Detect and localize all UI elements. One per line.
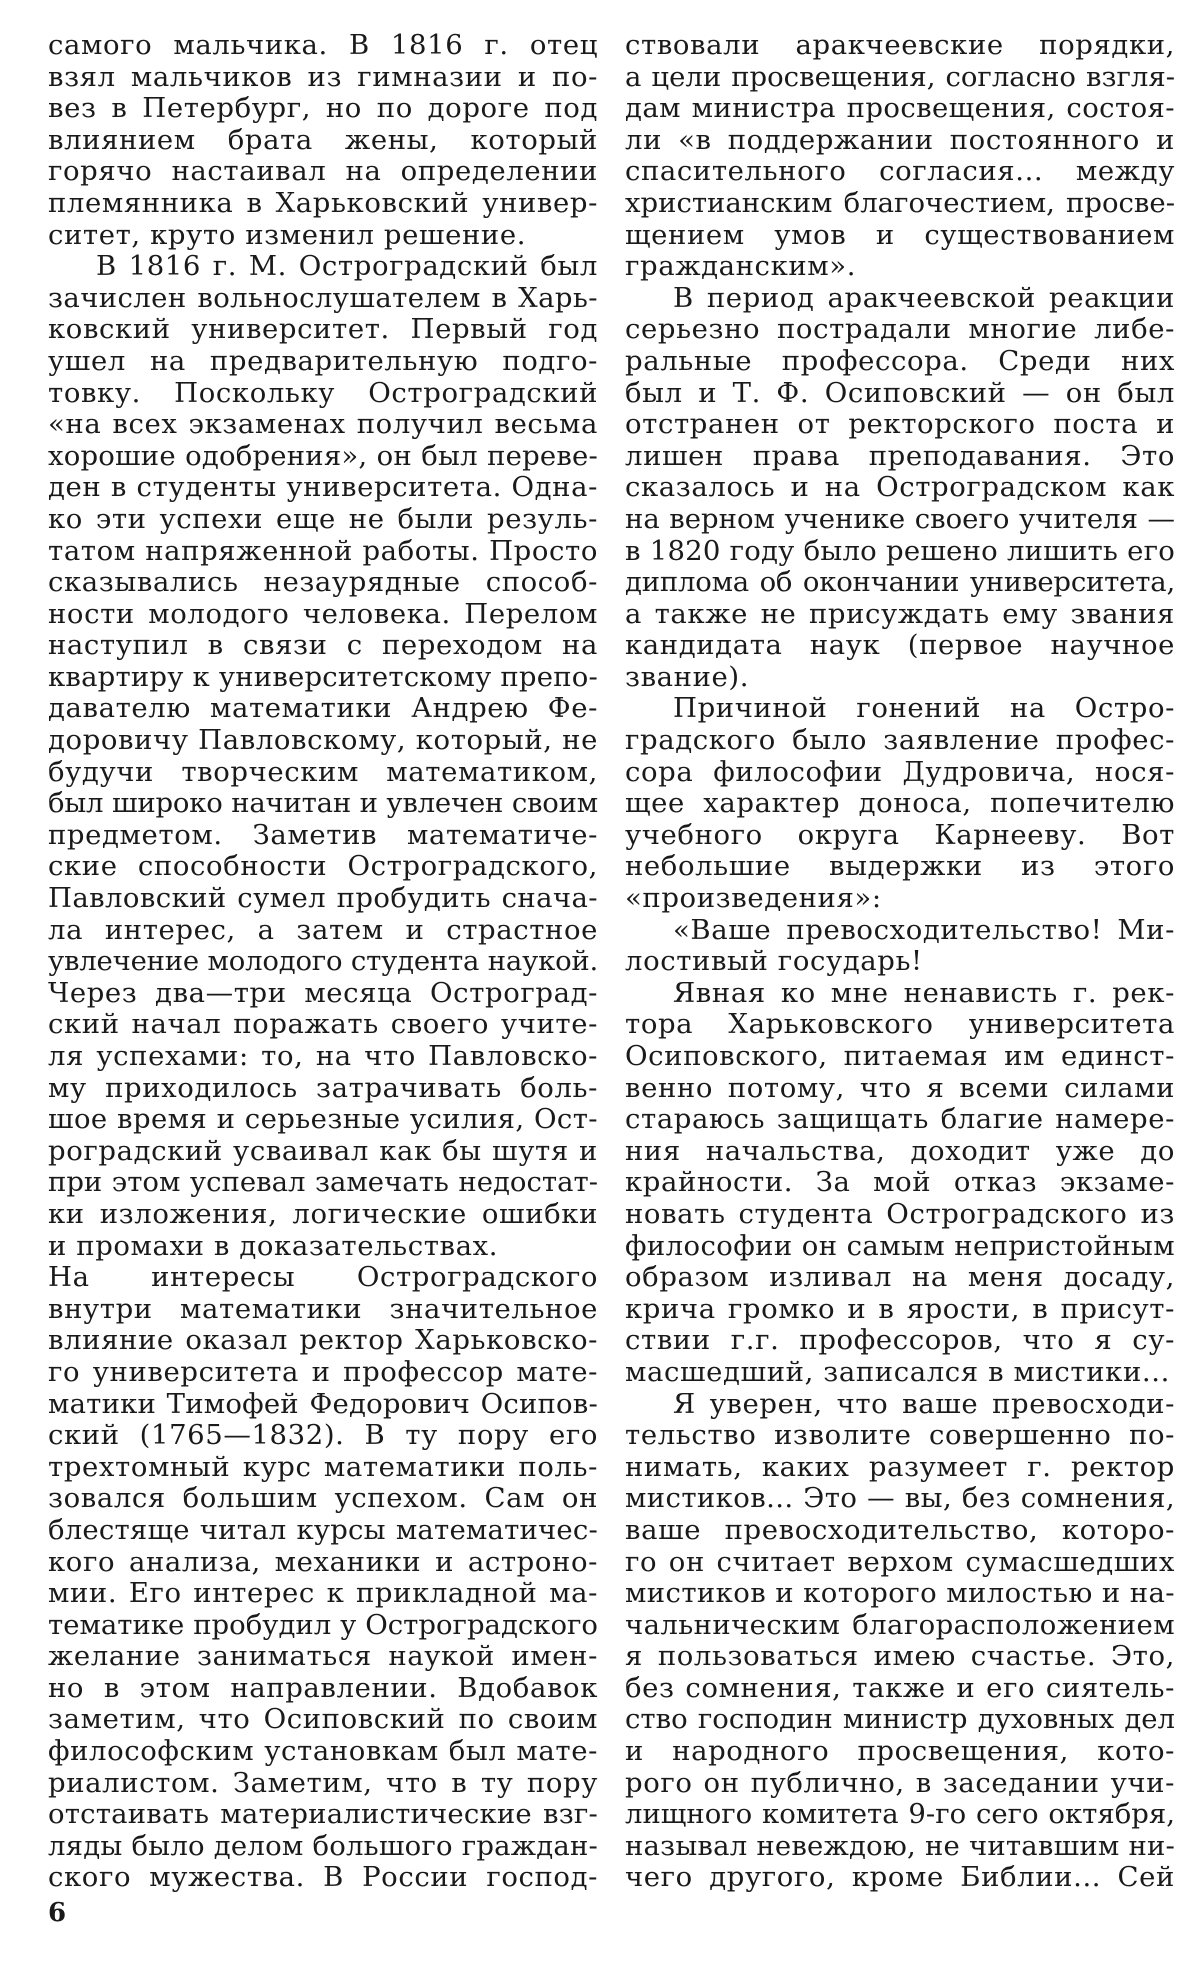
text-line: диплома об окончании университета, (625, 566, 1175, 599)
text-line: мистиков... Это — вы, без сомнения, (625, 1482, 1175, 1515)
text-line: серьезно пострадали многие либе- (625, 313, 1175, 346)
text-line: ко эти успехи еще не были резуль- (48, 502, 598, 535)
text-line: блестяще читал курсы математичес- (48, 1513, 598, 1546)
text-line: доровичу Павловскому, который, не (48, 724, 598, 757)
text-line: рого он публично, в заседании учи- (625, 1766, 1175, 1799)
text-line: лишен права преподавания. Это (625, 439, 1175, 472)
text-line: ральные профессора. Среди них (625, 344, 1175, 377)
text-line: зачислен вольнослушателем в Харь- (48, 281, 598, 314)
text-line: был широко начитан и увлечен своим (48, 787, 598, 820)
text-line: Явная ко мне ненависть г. рек- (673, 976, 1175, 1009)
text-line: ушел на предварительную подго- (48, 344, 598, 377)
text-line: мистиков и которого милостью и на- (625, 1577, 1175, 1610)
text-line: мии. Его интерес к прикладной ма- (48, 1577, 598, 1610)
left-text-column (48, 30, 598, 1894)
text-line: ского мужества. В России господ- (48, 1861, 598, 1894)
text-line: заметим, что Осиповский по своим (48, 1703, 598, 1736)
text-line: называл невеждою, не читавшим ни- (625, 1829, 1175, 1862)
text-line: В период аракчеевской реакции (673, 281, 1175, 314)
text-line: В 1816 г. М. Остроградский был (96, 250, 598, 283)
text-line: предметом. Заметив математиче- (48, 818, 598, 851)
text-line: философским установкам был мате- (48, 1735, 598, 1768)
text-line: трехтомный курс математики поль- (48, 1450, 598, 1483)
text-line: ля успехами: то, на что Павловско- (48, 1040, 598, 1072)
text-line: ковский университет. Первый год (48, 313, 598, 346)
text-line: будучи творческим математиком, (48, 755, 598, 788)
text-line: татом напряженной работы. Просто (48, 534, 598, 567)
text-line: а цели просвещения, согласно взгля- (625, 60, 1175, 93)
text-line: влияние оказал ректор Харьковско- (48, 1324, 598, 1357)
text-line: отстаивать материалистические взг- (48, 1798, 598, 1831)
text-line: ваше превосходительство, которо- (625, 1513, 1175, 1546)
text-line: ла интерес, а затем и страстное (48, 913, 598, 946)
text-line: но в этом направлении. Вдобавок (48, 1671, 598, 1704)
text-line: давателю математики Андрею Фе- (48, 692, 598, 725)
text-line: ки изложения, логические ошибки (48, 1197, 598, 1230)
text-line: стараюсь защищать благие намере- (625, 1103, 1175, 1136)
text-line: венно потому, что я всеми силами (625, 1071, 1175, 1104)
text-line: чего другого, кроме Библии... Сей (625, 1861, 1175, 1894)
page-number: 6 (48, 1898, 67, 1928)
text-line: ния начальства, доходит уже до (625, 1134, 1175, 1167)
text-line: сора философии Дудровича, нося- (625, 755, 1175, 788)
text-line: внутри математики значительное (48, 1292, 598, 1325)
text-line: философии он самым непристойным (625, 1229, 1175, 1262)
text-line: сказалось и на Остроградском как (625, 471, 1175, 504)
text-line: го он считает верхом сумасшедших (625, 1545, 1175, 1578)
text-line: учебного округа Карнееву. Вот (625, 818, 1175, 851)
text-line: тематике пробудил у Остроградского (48, 1608, 598, 1641)
text-line: ли «в поддержании постоянного и (625, 123, 1175, 156)
text-line: дам министра просвещения, состоя- (625, 92, 1175, 125)
text-line: масшедший, записался в мистики... (625, 1355, 1170, 1388)
text-line: тельство изволите совершенно по- (625, 1419, 1175, 1452)
text-line: увлечение молодого студента наукой. (48, 945, 599, 978)
text-line: я пользоваться имею счастье. Это, (625, 1640, 1175, 1673)
text-line: чальническим благорасположением (625, 1608, 1175, 1641)
right-text-column (625, 30, 1175, 1894)
text-line: звание). (625, 660, 750, 693)
text-line: тора Харьковского университета (625, 1008, 1175, 1041)
text-line: ские способности Остроградского, (48, 850, 598, 883)
text-line: крича громко и в ярости, в присут- (625, 1292, 1175, 1325)
text-line: и промахи в доказательствах. (48, 1229, 499, 1262)
text-line: христианским благочестием, просве- (625, 186, 1175, 219)
text-line: Причиной гонений на Остро- (673, 692, 1175, 725)
text-line: и народного просвещения, кото- (625, 1735, 1175, 1768)
text-line: ден в студенты университета. Одна- (48, 471, 598, 504)
text-line: «Ваше превосходительство! Ми- (673, 913, 1175, 946)
text-line: градского было заявление профес- (625, 724, 1175, 757)
text-line: при этом успевал замечать недостат- (48, 1166, 598, 1199)
text-line: Я уверен, что ваше превосходи- (673, 1387, 1175, 1420)
text-line: ности молодого человека. Перелом (48, 597, 598, 630)
text-line: нимать, каких разумеет г. ректор (625, 1450, 1175, 1483)
text-line: матики Тимофей Федорович Осипов- (48, 1387, 598, 1420)
text-line: ство господин министр духовных дел (625, 1703, 1175, 1736)
text-line: ляды было делом большого граждан- (48, 1829, 598, 1862)
text-line: ский начал поражать своего учите- (48, 1008, 598, 1041)
text-line: без сомнения, также и его сиятель- (625, 1671, 1175, 1704)
text-line: квартиру к университетскому препо- (48, 660, 598, 693)
text-line: новать студента Остроградского из (625, 1197, 1175, 1230)
text-line: спасительного согласия... между (625, 155, 1175, 188)
text-line: отстранен от ректорского поста и (625, 408, 1175, 441)
text-line: Павловский сумел пробудить снача- (48, 882, 598, 915)
text-line: Осиповского, питаемая им единст- (625, 1040, 1175, 1072)
text-line: щее характер доноса, попечителю (625, 787, 1175, 820)
text-line: образом изливал на меня досаду, (625, 1261, 1175, 1294)
text-line: хорошие одобрения», он был переве- (48, 439, 598, 472)
text-line: ствии г.г. профессоров, что я су- (625, 1324, 1175, 1357)
text-line: а также не присуждать ему звания (625, 597, 1175, 630)
text-line: Через два—три месяца Остроград- (48, 976, 598, 1009)
text-line: ский (1765—1832). В ту пору его (48, 1419, 598, 1452)
text-line: вез в Петербург, но по дороге под (48, 92, 598, 125)
text-line: кандидата наук (первое научное (625, 629, 1175, 662)
text-line: На интересы Остроградского (48, 1261, 598, 1294)
text-line: в 1820 году было решено лишить его (625, 534, 1175, 567)
text-line: на верном ученике своего учителя — (625, 502, 1175, 535)
text-line: ствовали аракчеевские порядки, (625, 29, 1175, 61)
text-line: племянника в Харьковский универ- (48, 186, 598, 219)
text-line: го университета и профессор мате- (48, 1355, 598, 1388)
text-line: гражданским». (625, 250, 857, 283)
text-line: влиянием брата жены, который (48, 123, 598, 156)
text-line: зовался большим успехом. Сам он (48, 1482, 598, 1515)
text-line: «на всех экзаменах получил весьма (48, 408, 598, 441)
text-line: сказывались незаурядные способ- (48, 566, 598, 599)
text-line: наступил в связи с переходом на (48, 629, 598, 662)
text-line: ситет, круто изменил решение. (48, 218, 527, 251)
text-line: шое время и серьезные усилия, Ост- (48, 1103, 598, 1136)
text-line: щением умов и существованием (625, 218, 1175, 251)
text-line: «произведения»: (625, 882, 882, 915)
text-line: кого анализа, механики и астроно- (48, 1545, 598, 1578)
text-line: был и Т. Ф. Осиповский — он был (625, 376, 1175, 409)
text-line: небольшие выдержки из этого (625, 850, 1175, 883)
text-line: самого мальчика. В 1816 г. отец (48, 29, 598, 61)
text-line: желание заниматься наукой имен- (48, 1640, 598, 1673)
text-line: лостивый государь! (625, 945, 923, 978)
text-line: лищного комитета 9-го сего октября, (625, 1798, 1175, 1831)
text-line: му приходилось затрачивать боль- (48, 1071, 598, 1104)
text-line: риалистом. Заметим, что в ту пору (48, 1766, 598, 1799)
text-line: взял мальчиков из гимназии и по- (48, 60, 598, 93)
text-line: роградский усваивал как бы шутя и (48, 1134, 598, 1167)
text-line: товку. Поскольку Остроградский (48, 376, 598, 409)
text-line: крайности. За мой отказ экзаме- (625, 1166, 1175, 1199)
text-line: горячо настаивал на определении (48, 155, 598, 188)
